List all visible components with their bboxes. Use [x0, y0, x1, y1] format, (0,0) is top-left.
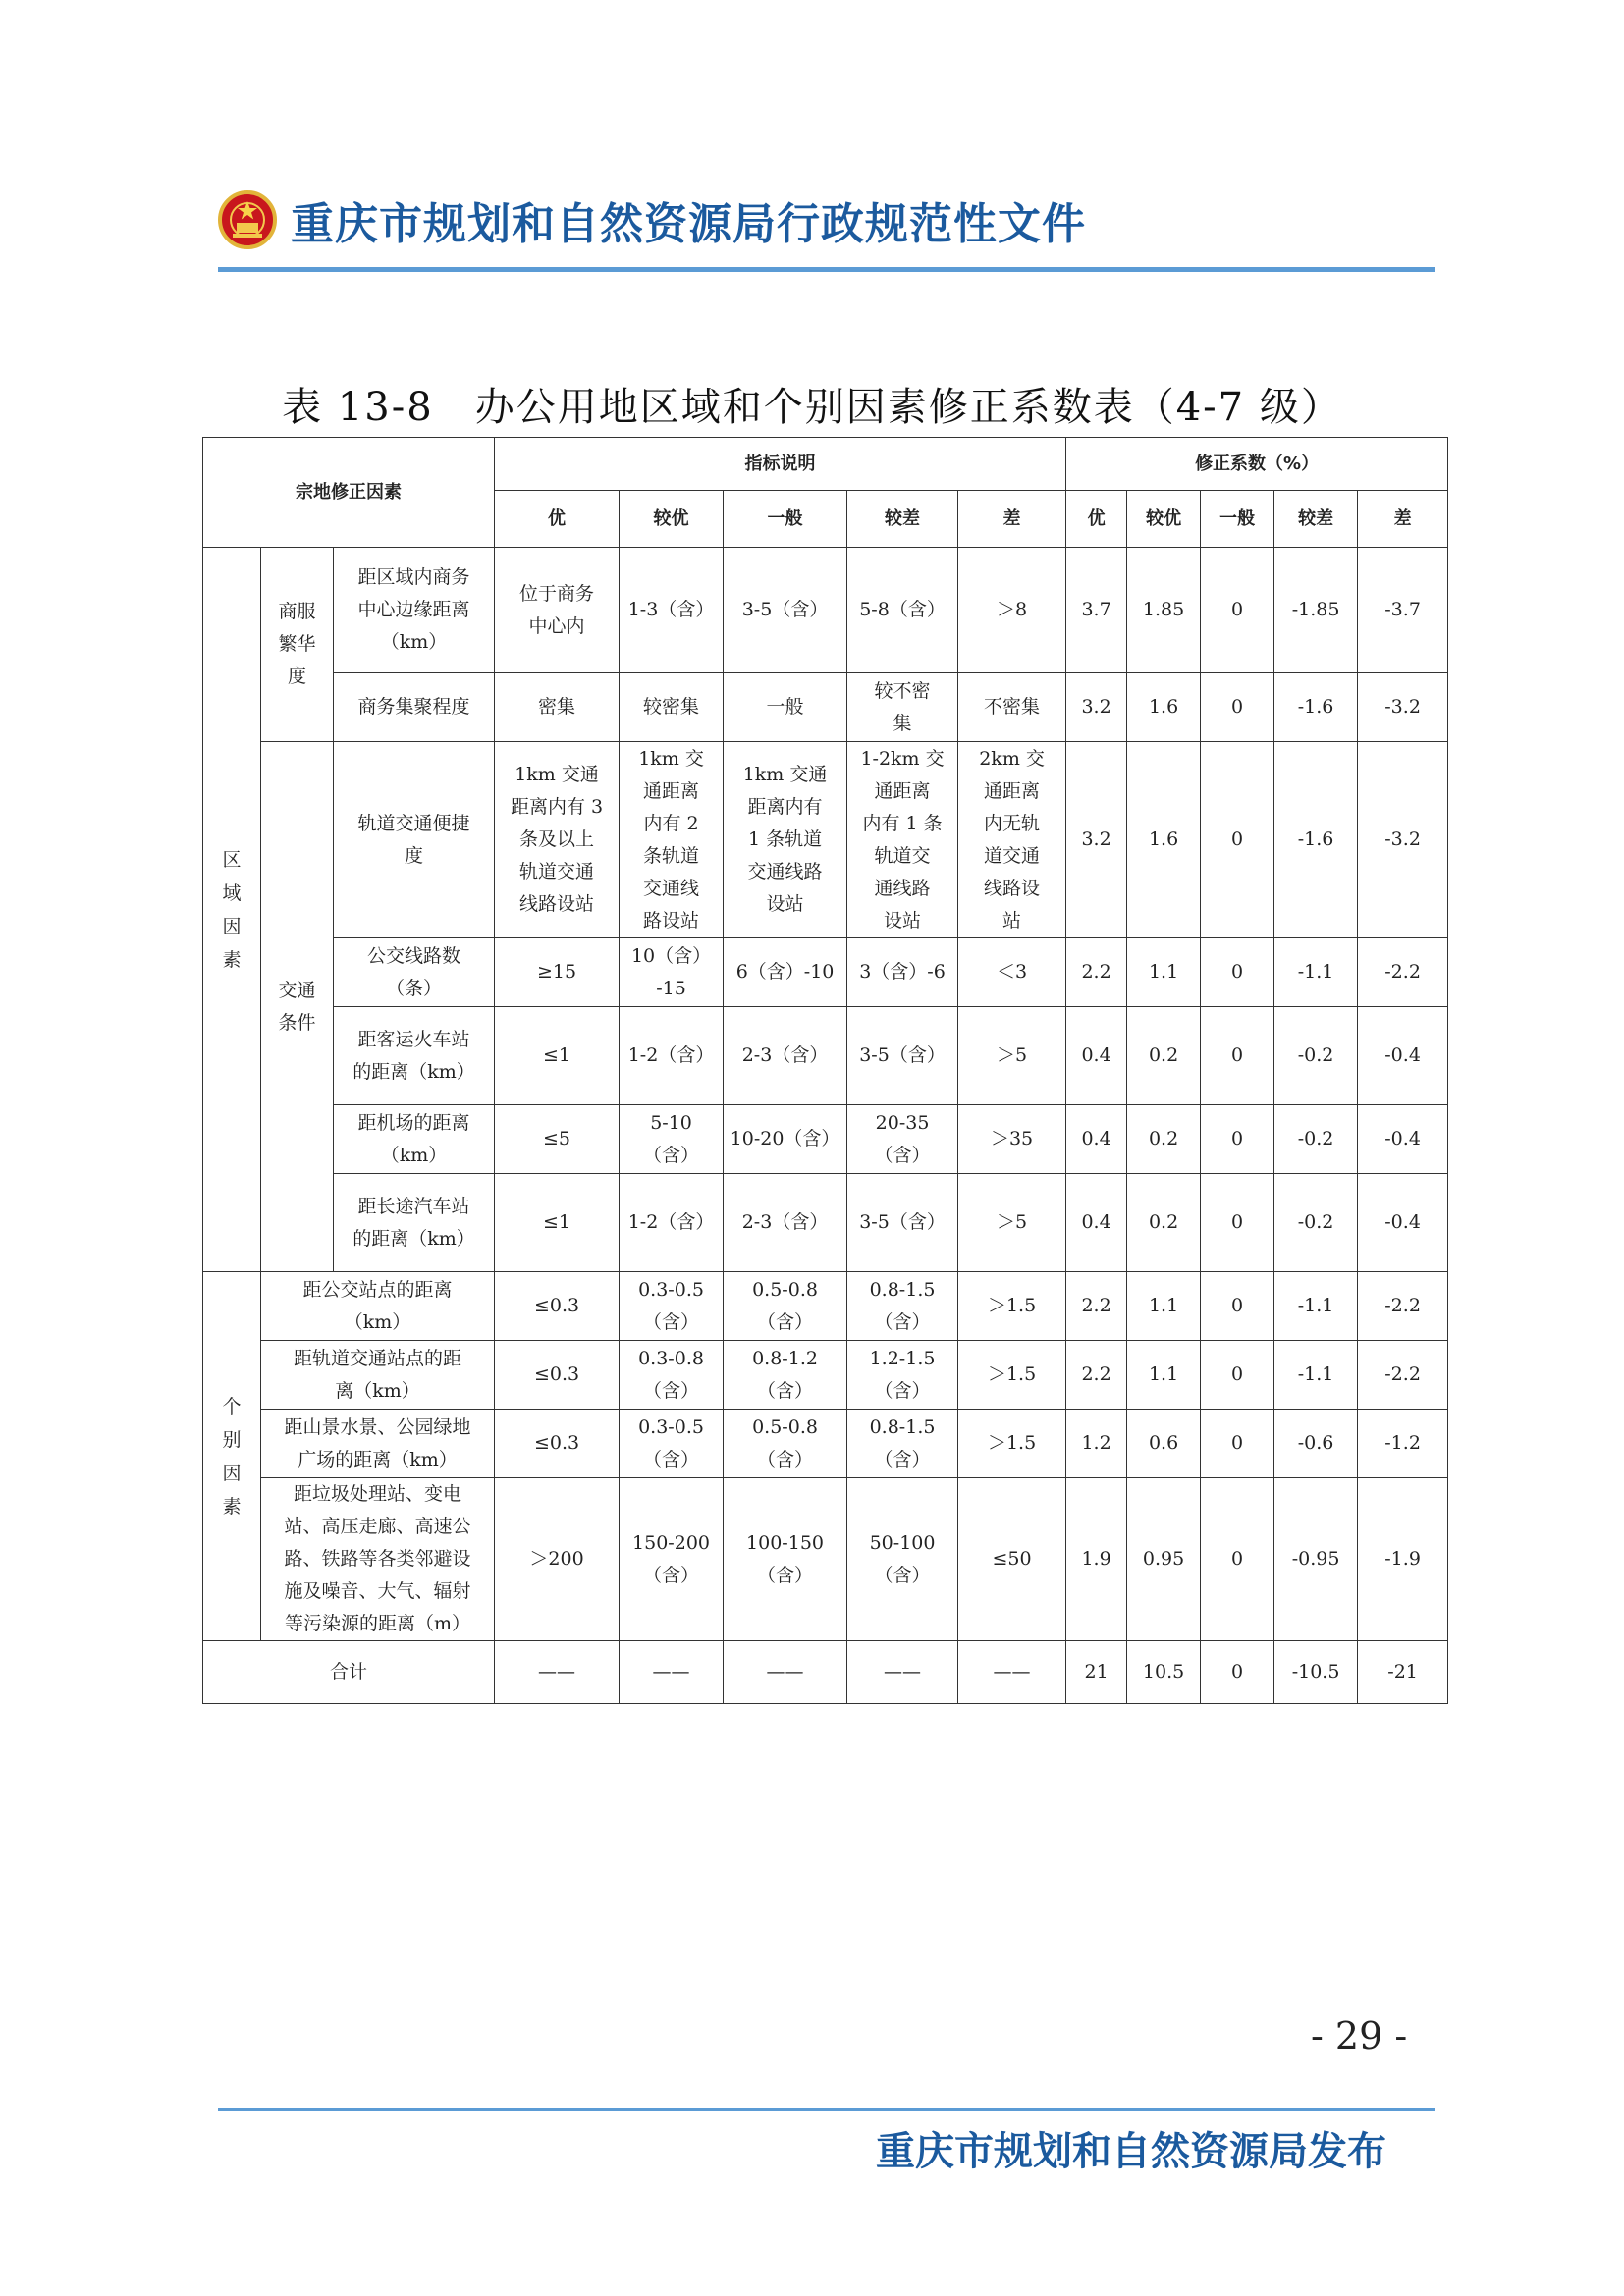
table-row: [203, 938, 1448, 1007]
header-level: 差: [1358, 491, 1448, 548]
coefficient-cell: 2.2: [1066, 938, 1127, 1007]
coefficient-cell: 1.85: [1127, 548, 1201, 673]
sub-commerce: 商服 繁华 度: [261, 548, 334, 742]
indicator-cell: 100-150 （含）: [724, 1478, 847, 1641]
header-level: 较差: [1274, 491, 1358, 548]
table-row: [203, 673, 1448, 742]
indicator-cell: ＞1.5: [958, 1410, 1066, 1478]
indicator-cell: ≤50: [958, 1478, 1066, 1641]
factor-label: 轨道交通便捷 度: [334, 742, 495, 938]
indicator-cell: 20-35 （含）: [847, 1105, 958, 1174]
indicator-cell: 5-10 （含）: [620, 1105, 724, 1174]
coefficient-cell: -0.95: [1274, 1478, 1358, 1641]
table-row: [203, 1272, 1448, 1341]
coefficient-cell: 0: [1201, 1410, 1274, 1478]
indicator-cell: 50-100 （含）: [847, 1478, 958, 1641]
header-title: 重庆市规划和自然资源局行政规范性文件: [291, 199, 1086, 249]
indicator-cell: 2km 交 通距离 内无轨 道交通 线路设 站: [958, 742, 1066, 938]
header-level: 优: [1066, 491, 1127, 548]
coefficient-cell: -21: [1358, 1641, 1448, 1704]
indicator-cell: 2-3（含）: [724, 1174, 847, 1272]
indicator-cell: ＞200: [495, 1478, 620, 1641]
footer-publisher: 重庆市规划和自然资源局发布: [876, 2128, 1386, 2174]
indicator-cell: ——: [495, 1641, 620, 1704]
factor-label: 距客运火车站 的距离（km）: [334, 1007, 495, 1105]
coefficient-cell: -1.9: [1358, 1478, 1448, 1641]
footer-rule: [218, 2108, 1435, 2111]
national-emblem-icon: [218, 190, 277, 249]
indicator-cell: 1km 交 通距离 内有 2 条轨道 交通线 路设站: [620, 742, 724, 938]
coefficient-cell: 10.5: [1127, 1641, 1201, 1704]
header-level: 差: [958, 491, 1066, 548]
coefficient-cell: 0.4: [1066, 1105, 1127, 1174]
header-row: [203, 438, 1448, 491]
header-level: 较优: [1127, 491, 1201, 548]
indicator-cell: 10（含） -15: [620, 938, 724, 1007]
coefficient-cell: -0.4: [1358, 1105, 1448, 1174]
coefficient-cell: 0.2: [1127, 1105, 1201, 1174]
indicator-cell: 一般: [724, 673, 847, 742]
coefficient-cell: 1.1: [1127, 1341, 1201, 1410]
correction-coefficient-table: [202, 437, 1448, 1704]
indicator-cell: 0.5-0.8 （含）: [724, 1410, 847, 1478]
indicator-cell: 密集: [495, 673, 620, 742]
coefficient-cell: 1.6: [1127, 673, 1201, 742]
indicator-cell: 1.2-1.5 （含）: [847, 1341, 958, 1410]
indicator-cell: ≤5: [495, 1105, 620, 1174]
indicator-cell: ≤1: [495, 1007, 620, 1105]
coefficient-cell: 0: [1201, 548, 1274, 673]
table-row: [203, 742, 1448, 938]
coefficient-cell: 0.6: [1127, 1410, 1201, 1478]
page-number: - 29 -: [1311, 2014, 1408, 2057]
table-row: [203, 1105, 1448, 1174]
coefficient-cell: 1.1: [1127, 938, 1201, 1007]
coefficient-cell: -1.2: [1358, 1410, 1448, 1478]
indicator-cell: 1km 交通 距离内有 1 条轨道 交通线路 设站: [724, 742, 847, 938]
coefficient-cell: 0: [1201, 938, 1274, 1007]
factor-label: 距山景水景、公园绿地 广场的距离（km）: [261, 1410, 495, 1478]
group-region: 区 域 因 素: [203, 548, 261, 1272]
header-coefficient: 修正系数（%）: [1066, 438, 1448, 491]
coefficient-cell: 2.2: [1066, 1341, 1127, 1410]
coefficient-cell: 3.2: [1066, 673, 1127, 742]
coefficient-cell: -2.2: [1358, 1272, 1448, 1341]
document-header: [218, 185, 1086, 255]
indicator-cell: 0.8-1.2 （含）: [724, 1341, 847, 1410]
coefficient-cell: 0.2: [1127, 1007, 1201, 1105]
coefficient-cell: 3.7: [1066, 548, 1127, 673]
indicator-cell: ＞35: [958, 1105, 1066, 1174]
coefficient-cell: -0.6: [1274, 1410, 1358, 1478]
indicator-cell: ≤1: [495, 1174, 620, 1272]
indicator-cell: 3（含）-6: [847, 938, 958, 1007]
indicator-cell: 1-2（含）: [620, 1007, 724, 1105]
coefficient-cell: -3.2: [1358, 742, 1448, 938]
coefficient-cell: 1.9: [1066, 1478, 1127, 1641]
indicator-cell: 较不密 集: [847, 673, 958, 742]
factor-label: 距公交站点的距离 （km）: [261, 1272, 495, 1341]
header-level: 较差: [847, 491, 958, 548]
indicator-cell: ＜3: [958, 938, 1066, 1007]
indicator-cell: 0.5-0.8 （含）: [724, 1272, 847, 1341]
table-row: [203, 548, 1448, 673]
indicator-cell: 1-2（含）: [620, 1174, 724, 1272]
factor-label: 商务集聚程度: [334, 673, 495, 742]
coefficient-cell: -3.7: [1358, 548, 1448, 673]
indicator-cell: ——: [620, 1641, 724, 1704]
indicator-cell: ——: [724, 1641, 847, 1704]
sub-transport: 交通 条件: [261, 742, 334, 1272]
coefficient-cell: 0.4: [1066, 1174, 1127, 1272]
indicator-cell: ＞5: [958, 1007, 1066, 1105]
coefficient-cell: -1.85: [1274, 548, 1358, 673]
coefficient-cell: 0: [1201, 742, 1274, 938]
indicator-cell: ＞8: [958, 548, 1066, 673]
indicator-cell: ≥15: [495, 938, 620, 1007]
coefficient-cell: -1.1: [1274, 938, 1358, 1007]
header-level: 较优: [620, 491, 724, 548]
coefficient-cell: 0: [1201, 1478, 1274, 1641]
coefficient-cell: 0.2: [1127, 1174, 1201, 1272]
header-level: 优: [495, 491, 620, 548]
coefficient-cell: -10.5: [1274, 1641, 1358, 1704]
factor-label: 距垃圾处理站、变电 站、高压走廊、高速公 路、铁路等各类邻避设 施及噪音、大气、辐射 等污染源的距离（m）: [261, 1478, 495, 1641]
indicator-cell: 不密集: [958, 673, 1066, 742]
coefficient-cell: 2.2: [1066, 1272, 1127, 1341]
factor-label: 距长途汽车站 的距离（km）: [334, 1174, 495, 1272]
header-indicator: 指标说明: [495, 438, 1066, 491]
coefficient-cell: 3.2: [1066, 742, 1127, 938]
total-row: [203, 1641, 1448, 1704]
coefficient-cell: 0: [1201, 1174, 1274, 1272]
coefficient-cell: 0: [1201, 1272, 1274, 1341]
indicator-cell: ＞1.5: [958, 1272, 1066, 1341]
coefficient-cell: 0: [1201, 1105, 1274, 1174]
table-row: [203, 1410, 1448, 1478]
indicator-cell: ——: [847, 1641, 958, 1704]
coefficient-cell: -1.1: [1274, 1341, 1358, 1410]
indicator-cell: ——: [958, 1641, 1066, 1704]
coefficient-cell: 21: [1066, 1641, 1127, 1704]
total-label: 合计: [203, 1641, 495, 1704]
indicator-cell: 10-20（含）: [724, 1105, 847, 1174]
coefficient-cell: 0.95: [1127, 1478, 1201, 1641]
indicator-cell: 位于商务 中心内: [495, 548, 620, 673]
factor-label: 距轨道交通站点的距 离（km）: [261, 1341, 495, 1410]
factor-label: 距区域内商务 中心边缘距离 （km）: [334, 548, 495, 673]
table-row: [203, 1341, 1448, 1410]
coefficient-cell: 0: [1201, 1641, 1274, 1704]
coefficient-cell: -0.2: [1274, 1174, 1358, 1272]
indicator-cell: 2-3（含）: [724, 1007, 847, 1105]
coefficient-cell: -0.4: [1358, 1174, 1448, 1272]
indicator-cell: 0.8-1.5 （含）: [847, 1410, 958, 1478]
coefficient-cell: 0: [1201, 1341, 1274, 1410]
indicator-cell: ≤0.3: [495, 1341, 620, 1410]
indicator-cell: 3-5（含）: [847, 1174, 958, 1272]
coefficient-cell: -1.6: [1274, 673, 1358, 742]
factor-label: 公交线路数 （条）: [334, 938, 495, 1007]
indicator-cell: 1-2km 交 通距离 内有 1 条 轨道交 通线路 设站: [847, 742, 958, 938]
indicator-cell: 0.3-0.5 （含）: [620, 1410, 724, 1478]
coefficient-cell: -3.2: [1358, 673, 1448, 742]
header-rule: [218, 267, 1435, 272]
coefficient-cell: -1.1: [1274, 1272, 1358, 1341]
indicator-cell: 150-200 （含）: [620, 1478, 724, 1641]
indicator-cell: 6（含）-10: [724, 938, 847, 1007]
indicator-cell: ≤0.3: [495, 1410, 620, 1478]
indicator-cell: 3-5（含）: [724, 548, 847, 673]
indicator-cell: 0.3-0.5 （含）: [620, 1272, 724, 1341]
header-level: 一般: [724, 491, 847, 548]
indicator-cell: 5-8（含）: [847, 548, 958, 673]
indicator-cell: 1km 交通 距离内有 3 条及以上 轨道交通 线路设站: [495, 742, 620, 938]
coefficient-cell: -2.2: [1358, 1341, 1448, 1410]
coefficient-cell: 0: [1201, 673, 1274, 742]
table-row: [203, 1174, 1448, 1272]
header-level: 一般: [1201, 491, 1274, 548]
factor-label: 距机场的距离 （km）: [334, 1105, 495, 1174]
table-row: [203, 1478, 1448, 1641]
indicator-cell: ≤0.3: [495, 1272, 620, 1341]
indicator-cell: 1-3（含）: [620, 548, 724, 673]
table-title: 表 13-8 办公用地区域和个别因素修正系数表（4-7 级）: [282, 385, 1342, 430]
table-row: [203, 1007, 1448, 1105]
group-individual: 个 别 因 素: [203, 1272, 261, 1641]
indicator-cell: 3-5（含）: [847, 1007, 958, 1105]
coefficient-cell: 0.4: [1066, 1007, 1127, 1105]
indicator-cell: 0.8-1.5 （含）: [847, 1272, 958, 1341]
indicator-cell: ＞1.5: [958, 1341, 1066, 1410]
coefficient-cell: -0.4: [1358, 1007, 1448, 1105]
coefficient-cell: -0.2: [1274, 1007, 1358, 1105]
coefficient-cell: -1.6: [1274, 742, 1358, 938]
coefficient-cell: 1.1: [1127, 1272, 1201, 1341]
coefficient-cell: -0.2: [1274, 1105, 1358, 1174]
coefficient-cell: -2.2: [1358, 938, 1448, 1007]
coefficient-cell: 1.2: [1066, 1410, 1127, 1478]
coefficient-cell: 1.6: [1127, 742, 1201, 938]
coefficient-cell: 0: [1201, 1007, 1274, 1105]
header-factor: 宗地修正因素: [203, 438, 495, 548]
indicator-cell: 0.3-0.8 （含）: [620, 1341, 724, 1410]
indicator-cell: ＞5: [958, 1174, 1066, 1272]
indicator-cell: 较密集: [620, 673, 724, 742]
